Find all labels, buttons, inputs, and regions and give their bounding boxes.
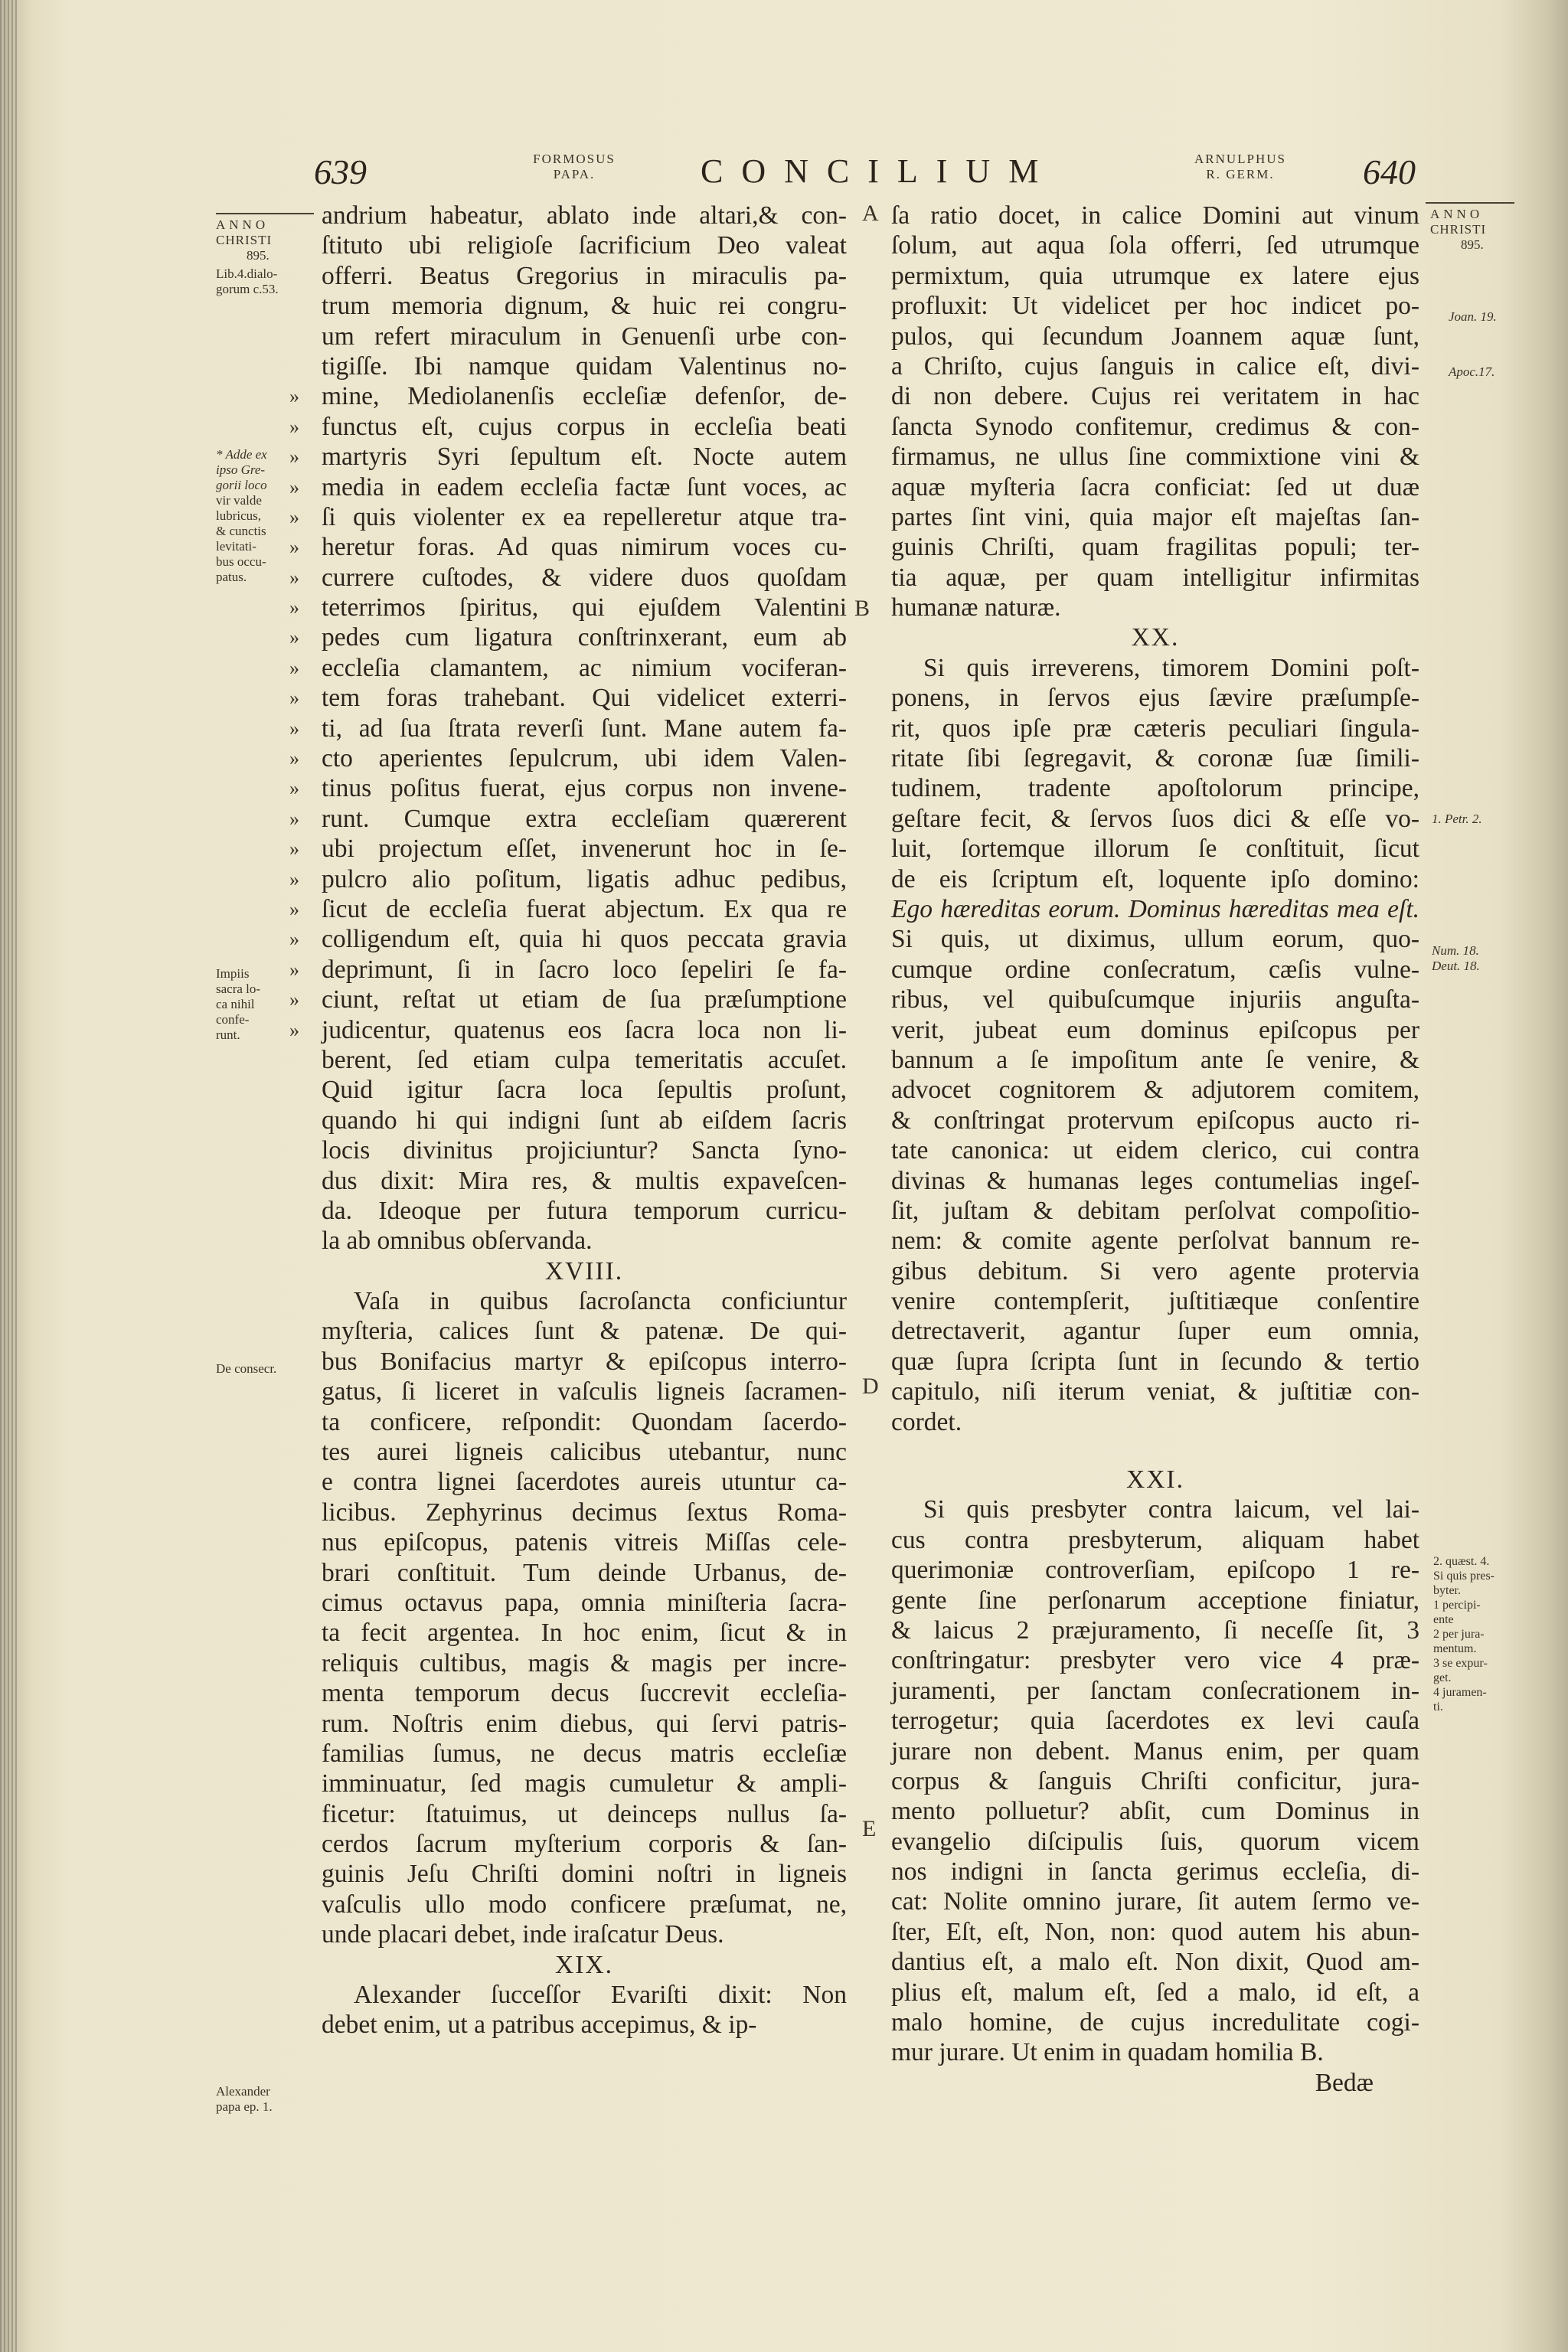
quote-mark: » bbox=[289, 505, 299, 528]
text-line: ti, ad ſua ſtrata reverſi ſunt. Mane autem fa- » bbox=[289, 714, 847, 743]
text-line: heretur foras. Ad quas nimirum voces cu- » bbox=[289, 533, 847, 562]
quote-mark: » bbox=[289, 446, 299, 469]
margin-note-joan: Joan. 19. bbox=[1449, 309, 1497, 324]
text-line: vaſculis ullo modo conficere præſumat, ne, bbox=[322, 1890, 847, 1919]
margin-note-line: Lib.4.dialo- bbox=[216, 266, 278, 281]
text-line: familias ſumus, ne decus matris eccleſiæ bbox=[322, 1739, 847, 1768]
margin-note-adde bbox=[216, 447, 267, 585]
text-line: mur jurare. Ut enim in quadam homilia B. bbox=[891, 2038, 1324, 2067]
text-line: detrectaverit, agantur ſuper eum omnia, bbox=[891, 1317, 1419, 1346]
quote-mark: » bbox=[289, 958, 299, 981]
text-line: partes ſint vini, quia major eſt majeſtas ſan- bbox=[891, 502, 1419, 531]
margin-note-line: 4 juramen- bbox=[1433, 1686, 1487, 1699]
quote-mark: » bbox=[289, 475, 299, 498]
quote-mark: » bbox=[289, 385, 299, 408]
text-line: bannum a ſe impoſitum ante ſe venire, & bbox=[891, 1045, 1419, 1074]
text-line: conſtringatur: presbyter vero vice 4 præ- bbox=[891, 1646, 1419, 1675]
left-column-block-c bbox=[322, 1980, 847, 2040]
text-line: judicentur, quatenus eos ſacra loca non li- » bbox=[289, 1015, 847, 1044]
text-line: nem: & comite agente perſolvat bannum re- bbox=[891, 1227, 1419, 1256]
text-line: berent, ſed etiam culpa temeritatis accuſet. bbox=[322, 1045, 847, 1074]
section-letter-e: E bbox=[862, 1816, 877, 1841]
text-line: ſter, Eſt, eſt, Non, non: quod autem his abun- bbox=[891, 1917, 1419, 1946]
text-line: Alexander ſucceſſor Evariſti dixit: Non bbox=[354, 1981, 847, 2010]
text-line: colligendum eſt, quia hi quos peccata gravia » bbox=[289, 925, 847, 954]
page-title: CONCILIUM bbox=[701, 152, 1057, 190]
text-line: tes aurei ligneis calicibus utebantur, nunc bbox=[322, 1438, 847, 1467]
quote-mark: » bbox=[289, 626, 299, 649]
margin-note-line: papa ep. 1. bbox=[216, 2099, 273, 2114]
text-line: pedes cum ligatura conſtrinxerant, eum ab » bbox=[289, 623, 847, 652]
text-line: dantius eſt, a malo eſt. Non dixit, Quod am- bbox=[891, 1948, 1419, 1977]
anno-left-year: 895. bbox=[247, 248, 270, 263]
quote-mark: » bbox=[289, 838, 299, 861]
margin-note-line: runt. bbox=[216, 1027, 240, 1042]
text-line: rum. Noſtris enim diebus, qui ſervi patris- bbox=[322, 1709, 847, 1738]
text-line: tem foras trahebant. Qui videlicet exterri- » bbox=[289, 684, 847, 713]
margin-note-alexander bbox=[216, 2084, 273, 2115]
text-line: humanæ naturæ. bbox=[891, 593, 1061, 622]
text-line: advocet cognitorem & adjutorem comitem, bbox=[891, 1076, 1419, 1105]
text-line: reliquis cultibus, magis & magis per incre- bbox=[322, 1648, 847, 1677]
text-line: gibus debitum. Si vero agente protervia bbox=[891, 1256, 1419, 1285]
heading-xx: XX. bbox=[1131, 623, 1180, 652]
margin-note-line: & cunctis bbox=[216, 524, 266, 538]
running-head-right-line-2: R. GERM. bbox=[1206, 167, 1275, 181]
text-line: currere cuſtodes, & videre duos quoſdam » bbox=[289, 563, 847, 592]
text-line: ſa ratio docet, in calice Domini aut vinum bbox=[891, 201, 1419, 230]
text-line: venire contempſerit, juſtitiæque conſentire bbox=[891, 1287, 1419, 1316]
text-line: um refert miraculum in Genuenſi urbe con- bbox=[322, 322, 847, 351]
text-line: cimus octavus papa, omnia miniſteria ſacra- bbox=[322, 1588, 847, 1617]
text-line: imminuatur, ſed magis cumuletur & ampli- bbox=[322, 1769, 847, 1798]
text-line: tigiſſe. Ibi namque quidam Valentinus no- bbox=[322, 351, 847, 381]
text-line: unde placari debet, inde iraſcatur Deus. bbox=[322, 1920, 724, 1949]
text-line: ſicut de eccleſia fuerat abjectum. Ex qua re » bbox=[289, 894, 847, 923]
margin-note-quaest bbox=[1433, 1554, 1494, 1714]
text-line: querimoniæ controverſiam, epiſcopo 1 re- bbox=[891, 1556, 1419, 1585]
right-column-block-b bbox=[891, 653, 1419, 1437]
text-line: corpus & ſanguis Chriſti conficitur, jura- bbox=[891, 1766, 1419, 1795]
text-line: ponens, in ſervos ejus ſævire præſumpſe- bbox=[891, 684, 1419, 713]
text-line: di non debere. Cujus rei veritatem in hac bbox=[891, 382, 1419, 411]
margin-note-line: lubricus, bbox=[216, 508, 262, 523]
text-line: verit, jubeat eum dominus epiſcopus per bbox=[891, 1015, 1419, 1044]
text-line: plius eſt, malum eſt, ſed a malo, id eſt, a bbox=[891, 1978, 1419, 2007]
text-line: tinus poſitus fuerat, ejus corpus non invene- » bbox=[289, 774, 847, 803]
margin-note-line: sacra lo- bbox=[216, 982, 261, 996]
quote-mark: » bbox=[289, 566, 299, 589]
text-line: teterrimos ſpiritus, qui ejuſdem Valentini » bbox=[289, 593, 847, 622]
left-column bbox=[289, 201, 847, 2040]
text-line: offerri. Beatus Gregorius in miraculis pa- bbox=[322, 261, 847, 290]
margin-note-line: Si quis pres- bbox=[1433, 1570, 1494, 1583]
text-line: mento polluetur? abſit, cum Dominus in bbox=[891, 1797, 1419, 1826]
text-line: cus contra presbyterum, aliquam habet bbox=[891, 1525, 1419, 1554]
text-line: pulcro alio poſitum, ligatis adhuc pedibus, » bbox=[289, 864, 847, 893]
text-line: tia aquæ, per quam intelligitur infirmitas bbox=[891, 563, 1419, 592]
text-line: Si quis presbyter contra laicum, vel lai- bbox=[923, 1495, 1419, 1524]
page-edge bbox=[0, 0, 17, 2352]
text-line: Vaſa in quibus ſacroſancta conficiuntur bbox=[354, 1287, 847, 1316]
section-letter-d: D bbox=[862, 1374, 879, 1399]
text-line: jurare non debent. Manus enim, per quam bbox=[891, 1736, 1419, 1766]
margin-note-line: ente bbox=[1433, 1613, 1454, 1626]
anno-right-year: 895. bbox=[1461, 237, 1484, 252]
quote-mark: » bbox=[289, 807, 299, 830]
margin-note-line: 2 per jura- bbox=[1433, 1628, 1485, 1641]
margin-note-line: Impiis bbox=[216, 966, 250, 981]
text-line: permixtum, quia utrumque ex latere ejus bbox=[891, 261, 1419, 290]
margin-note-line: patus. bbox=[216, 570, 247, 584]
text-line: andrium habeatur, ablato inde altari,& con- bbox=[322, 201, 847, 230]
margin-note-line: gorum c.53. bbox=[216, 282, 279, 296]
quote-mark: » bbox=[289, 536, 299, 559]
quote-mark: » bbox=[289, 1018, 299, 1041]
text-line: menta temporum decus ſuccrevit eccleſia- bbox=[322, 1679, 847, 1708]
text-line: ciunt, reſtat ut etiam de ſua præſumptione » bbox=[289, 985, 847, 1014]
text-line: & laicus 2 præjuramento, ſi neceſſe ſit, 3 bbox=[891, 1615, 1419, 1645]
margin-note-line: levitati- bbox=[216, 539, 256, 554]
text-line: ſancta Synodo confitemur, credimus & con- bbox=[891, 412, 1419, 441]
quote-mark: » bbox=[289, 928, 299, 951]
text-line: tate canonica: ut eidem clerico, cui contra bbox=[891, 1136, 1419, 1165]
text-line: terrogetur; quia ſacerdotes ex levi cauſa bbox=[891, 1707, 1419, 1736]
margin-note-line: ca nihil bbox=[216, 997, 255, 1011]
margin-note-line: byter. bbox=[1433, 1584, 1461, 1597]
running-head-left-line-2: PAPA. bbox=[553, 167, 596, 181]
text-line: debet enim, ut a patribus accepimus, & ip- bbox=[322, 2011, 757, 2040]
text-line: cto aperientes ſepulcrum, ubi idem Valen- » bbox=[289, 744, 847, 773]
text-line: tudinem, tradente apoſtolorum principe, bbox=[891, 774, 1419, 803]
anno-right-word: ANNO bbox=[1430, 207, 1484, 221]
heading-xxi: XXI. bbox=[1126, 1465, 1184, 1494]
text-line: aquæ myſteria ſacra conficiat: ſed ut duæ bbox=[891, 472, 1419, 501]
section-letter-a: A bbox=[862, 201, 879, 226]
text-line: Si quis irreverens, timorem Domini poſt- bbox=[923, 653, 1419, 682]
margin-note-line: ipso Gre- bbox=[216, 462, 266, 477]
text-line: gatus, ſi liceret in vaſculis ligneis ſacramen- bbox=[322, 1377, 847, 1406]
running-head-left-line-1: FORMOSUS bbox=[533, 152, 616, 166]
anno-rule-right bbox=[1426, 202, 1514, 204]
anno-right-christi: CHRISTI bbox=[1430, 222, 1487, 237]
text-line: cat: Nolite omnino jurare, ſit autem ſermo ve- bbox=[891, 1887, 1419, 1916]
text-line: cerdos ſacrum myſterium corporis & ſan- bbox=[322, 1830, 847, 1859]
margin-note-de-consecr bbox=[216, 1361, 276, 1377]
margin-note-line: bus occu- bbox=[216, 554, 266, 569]
text-line: pulos, qui ſecundum Joannem aquæ ſunt, bbox=[891, 322, 1419, 351]
margin-note-line: Alexander bbox=[216, 2084, 270, 2099]
margin-note-impiis bbox=[216, 966, 260, 1043]
text-line: quando hi qui indigni ſunt ab eiſdem ſacris bbox=[322, 1106, 847, 1135]
margin-note-line: confe- bbox=[216, 1012, 250, 1027]
text-line: runt. Cumque extra eccleſiam quærerent » bbox=[289, 804, 847, 833]
anno-left-word: ANNO bbox=[216, 217, 270, 232]
text-line: cordet. bbox=[891, 1407, 962, 1436]
text-line: eccleſia clamantem, ac nimium vociferan- » bbox=[289, 653, 847, 682]
margin-note-line: De consecr. bbox=[216, 1361, 277, 1376]
page-number-right: 640 bbox=[1363, 152, 1416, 191]
margin-note-line: gorii loco bbox=[216, 478, 267, 492]
text-line: de eis ſcriptum eſt, loquente ipſo domino: bbox=[891, 864, 1419, 893]
text-line: la ab omnibus obſervanda. bbox=[322, 1227, 593, 1256]
margin-note-apoc: Apoc.17. bbox=[1449, 364, 1495, 379]
text-line: ſtituto ubi religioſe ſacrificium Deo valeat bbox=[322, 231, 847, 260]
heading-xviii: XVIII. bbox=[544, 1256, 624, 1285]
quote-mark: » bbox=[289, 777, 299, 800]
margin-note-num-deut bbox=[1432, 943, 1480, 974]
text-line: media in eadem eccleſia factæ ſunt voces, ac » bbox=[289, 472, 847, 501]
margin-note-line: Deut. 18. bbox=[1432, 959, 1480, 973]
text-line: ribus, vel quibuſcumque injuriis anguſta- bbox=[891, 985, 1419, 1014]
quote-mark: » bbox=[289, 415, 299, 438]
text-line: ſi quis violenter ex ea repelleretur atque tra- » bbox=[289, 502, 847, 531]
text-line: ta fecit argentea. In hoc enim, ſicut & in bbox=[322, 1619, 847, 1648]
text-line: guinis Chriſti, quam fragilitas populi; ter- bbox=[891, 533, 1419, 562]
margin-note-line: ti. bbox=[1433, 1700, 1443, 1713]
anno-left-christi: CHRISTI bbox=[216, 233, 273, 247]
text-line: bus Bonifacius martyr & epiſcopus interro- bbox=[322, 1347, 847, 1376]
text-line: a Chriſto, cujus ſanguis in calice eſt, divi- bbox=[891, 351, 1419, 381]
text-line: nos indigni in ſancta gerimus eccleſia, di- bbox=[891, 1857, 1419, 1886]
right-column bbox=[891, 201, 1419, 2098]
text-line: rit, quos ipſe præ cæteris peculiari ſingula- bbox=[891, 714, 1419, 743]
anno-left bbox=[216, 217, 272, 263]
margin-note-line: * Adde ex bbox=[216, 447, 267, 462]
left-column-block-a bbox=[289, 201, 847, 1256]
quote-mark: » bbox=[289, 596, 299, 619]
text-line: cumque ordine conſecratum, cæſis vulne- bbox=[891, 955, 1419, 984]
text-line: & conſtringat protervum epiſcopus aucto ri- bbox=[891, 1106, 1419, 1135]
text-line: firmamus, ne ullus ſine commixtione vini & bbox=[891, 443, 1419, 472]
anno-right bbox=[1430, 207, 1486, 253]
running-head-right-line-1: ARNULPHUS bbox=[1194, 152, 1287, 166]
page-number-left: 639 bbox=[314, 152, 367, 191]
quote-mark: » bbox=[289, 687, 299, 710]
spacer bbox=[891, 1437, 1419, 1465]
text-line: gente ſine perſonarum acceptione finiatur, bbox=[891, 1586, 1419, 1615]
margin-note-petr: 1. Petr. 2. bbox=[1432, 812, 1482, 826]
text-line: malo homine, de cujus incredulitate cogi- bbox=[891, 2008, 1419, 2037]
quote-mark: » bbox=[289, 897, 299, 920]
text-line: evangelio diſcipulis ſuis, quorum vicem bbox=[891, 1827, 1419, 1856]
text-line: ſolum, aut aqua ſola offerri, ſed utrumque bbox=[891, 231, 1419, 260]
heading-xix: XIX. bbox=[555, 1950, 613, 1979]
text-line: geſtare fecit, & ſervos ſuos dici & eſſe vo- bbox=[891, 804, 1419, 833]
text-line: da. Ideoque per futura temporum curricu- bbox=[322, 1196, 847, 1225]
margin-note-line: Num. 18. bbox=[1432, 943, 1479, 958]
text-line: nus epiſcopus, patenis vitreis Miſſas cele- bbox=[322, 1528, 847, 1557]
text-line: ritate ſibi ſegregavit, & coronæ ſuæ ſimili- bbox=[891, 744, 1419, 773]
text-line: locis divinitus projiciuntur? Sancta ſyno- bbox=[322, 1136, 847, 1165]
text-line: ubi projectum eſſet, invenerunt hoc in ſe- » bbox=[289, 835, 847, 864]
margin-note-line: vir valde bbox=[216, 493, 262, 508]
margin-note-line: 2. quæst. 4. bbox=[1433, 1555, 1490, 1568]
text-line: juramenti, per ſanctam conſecrationem in- bbox=[891, 1676, 1419, 1705]
margin-note-line: 3 se expur- bbox=[1433, 1657, 1488, 1670]
quote-mark: » bbox=[289, 867, 299, 890]
running-head-right bbox=[1168, 152, 1313, 198]
quote-mark: » bbox=[289, 747, 299, 770]
margin-note-dialogorum bbox=[216, 266, 279, 297]
running-head-left bbox=[498, 152, 651, 198]
text-line: trum memoria dignum, & huic rei congru- bbox=[322, 292, 847, 321]
anno-rule-left bbox=[216, 213, 314, 214]
quote-mark: » bbox=[289, 988, 299, 1011]
text-line: guinis Jeſu Chriſti domini noſtri in ligneis bbox=[322, 1860, 847, 1889]
catchword: Bedæ bbox=[1315, 2068, 1374, 2097]
text-line: myſteria, calices ſunt & patenæ. De qui- bbox=[322, 1317, 847, 1346]
text-line: ſit, juſtam & debitam perſolvat compoſitio- bbox=[891, 1196, 1419, 1225]
text-line: martyris Syri ſepultum eſt. Nocte autem » bbox=[289, 443, 847, 472]
text-line: capitulo, niſi iterum veniat, & juſtitiæ con- bbox=[891, 1377, 1419, 1406]
text-line: e contra lignei ſacerdotes aureis utuntur ca- bbox=[322, 1468, 847, 1497]
text-line: ta conficere, reſpondit: Quondam ſacerdo- bbox=[322, 1407, 847, 1436]
left-column-block-b bbox=[322, 1286, 847, 1950]
text-line: deprimunt, ſi in ſacro loco ſepeliri ſe fa- » bbox=[289, 955, 847, 984]
text-line: licibus. Zephyrinus decimus ſextus Roma- bbox=[322, 1498, 847, 1527]
margin-note-line: get. bbox=[1433, 1671, 1452, 1684]
section-letter-b: B bbox=[854, 596, 871, 621]
text-line: brari conſtituit. Tum deinde Urbanus, de- bbox=[322, 1558, 847, 1587]
margin-note-line: 1 percipi- bbox=[1433, 1599, 1481, 1612]
text-line: ficetur: ſtatuimus, ut deinceps nullus ſa- bbox=[322, 1799, 847, 1828]
text-line: dus dixit: Mira res, & multis expaveſcen- bbox=[322, 1166, 847, 1195]
text-line: luit, ſortemque illorum ſe conſtituit, ſicut bbox=[891, 835, 1419, 864]
quote-mark: » bbox=[289, 717, 299, 740]
text-line: quæ ſupra ſcripta ſunt in ſecundo & tertio bbox=[891, 1347, 1419, 1376]
text-line: Ego hæreditas eorum. Dominus hæreditas mea eſt. bbox=[891, 894, 1419, 923]
text-line: profluxit: Ut videlicet per hoc indicet po- bbox=[891, 292, 1419, 321]
text-line: Si quis, ut diximus, ullum eorum, quo- bbox=[891, 925, 1419, 954]
margin-note-line: mentum. bbox=[1433, 1642, 1477, 1655]
text-line: mine, Mediolanenſis eccleſiæ defenſor, de- » bbox=[289, 382, 847, 411]
right-column-block-c bbox=[891, 1494, 1419, 2067]
text-line: functus eſt, cujus corpus in eccleſia beati » bbox=[289, 412, 847, 441]
text-line: Quid igitur ſacra loca ſepultis proſunt, bbox=[322, 1076, 847, 1105]
right-column-block-a bbox=[891, 201, 1419, 622]
text-line: divinas & humanas leges contumelias ingeſ- bbox=[891, 1166, 1419, 1195]
quote-mark: » bbox=[289, 656, 299, 679]
